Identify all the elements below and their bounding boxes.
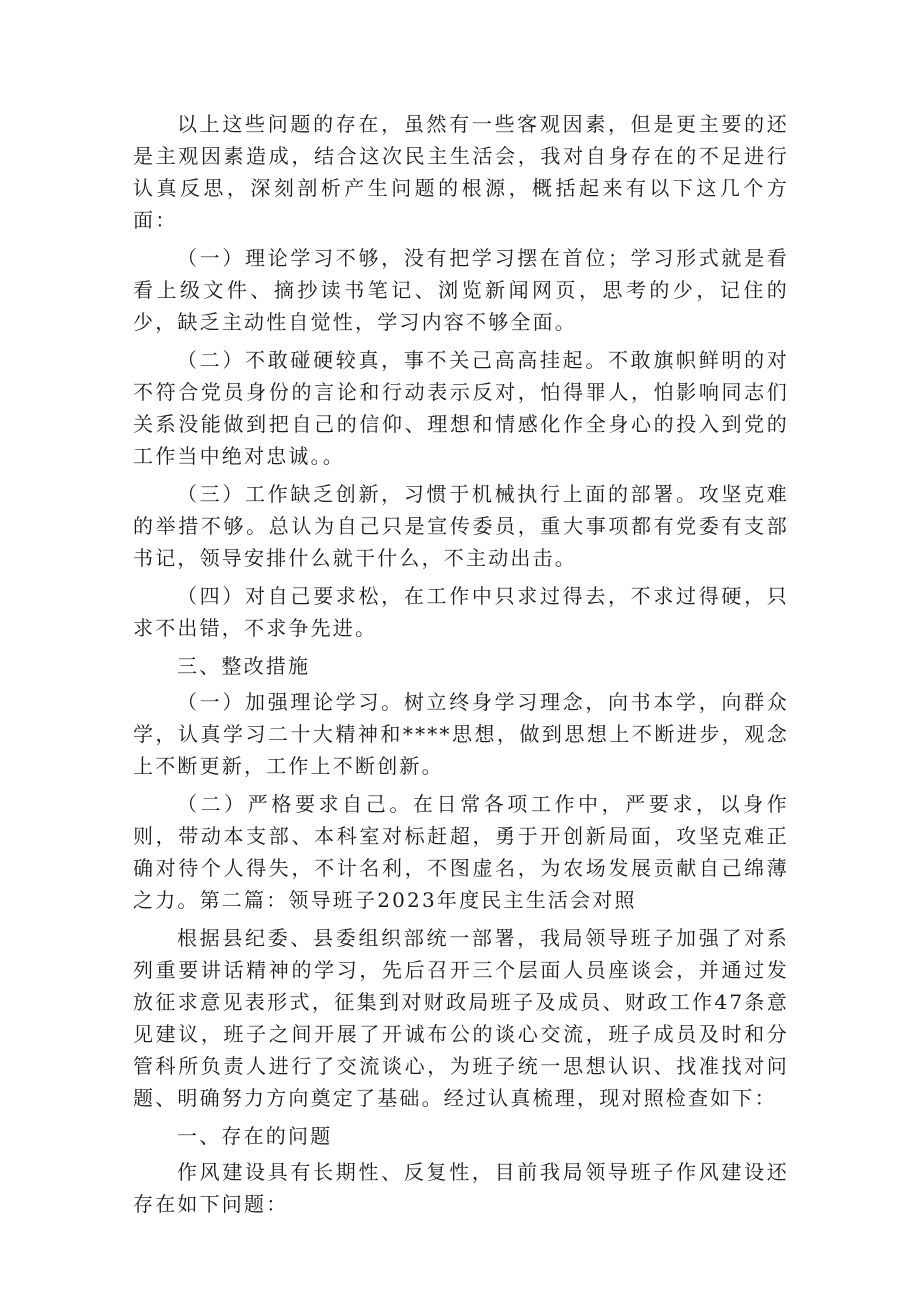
paragraph-issue-1: （一）理论学习不够，没有把学习摆在首位；学习形式就是看看上级文件、摘抄读书笔记、浏览新闻网页，思考的少，记住的少，缺乏主动性自觉性，学习内容不够全面。 bbox=[133, 246, 789, 334]
paragraph-intro: 以上这些问题的存在，虽然有一些客观因素，但是更主要的还是主观因素造成，结合这次民主生活会，我对自身存在的不足进行认真反思，深刻剖析产生问题的根源，概括起来有以下这几个方面： bbox=[133, 112, 789, 232]
paragraph-part-two-intro: 根据县纪委、县委组织部统一部署，我局领导班子加强了对系列重要讲话精神的学习，先后召开三个层面人员座谈会，并通过发放征求意见表形式，征集到对财政局班子及成员、财政工作47条意见建议，班子之间开展了开诚布公的谈心交流，班子成员及时和分管科所负责人进行了交流谈心，为班子统一思想认识、找准找对问题、明确努力方向奠定了基础。经过认真梳理，现对照检查如下： bbox=[133, 926, 789, 1110]
paragraph-issue-2: （二）不敢碰硬较真，事不关己高高挂起。不敢旗帜鲜明的对不符合党员身份的言论和行动表示反对，怕得罪人，怕影响同志们关系没能做到把自己的信仰、理想和情感化作全身心的投入到党的工作当中绝对忠诚。。 bbox=[133, 348, 789, 468]
paragraph-issue-3: （三）工作缺乏创新，习惯于机械执行上面的部署。攻坚克难的举措不够。总认为自己只是宣传委员，重大事项都有党委有支部书记，领导安排什么就干什么，不主动出击。 bbox=[133, 482, 789, 570]
paragraph-problems-intro: 作风建设具有长期性、反复性，目前我局领导班子作风建设还存在如下问题： bbox=[133, 1160, 789, 1216]
paragraph-measure-2: （二）严格要求自己。在日常各项工作中，严要求，以身作则，带动本支部、本科室对标赶超，勇于开创新局面，攻坚克难正确对待个人得失，不计名利，不图虚名，为农场发展贡献自己绵薄之力。第二篇：领导班子2023年度民主生活会对照 bbox=[133, 792, 789, 912]
document-body bbox=[133, 108, 789, 1226]
section-heading-rectification: 三、整改措施 bbox=[177, 654, 311, 678]
paragraph-measure-1: （一）加强理论学习。树立终身学习理念，向书本学，向群众学，认真学习二十大精神和****思想，做到思想上不断进步，观念上不断更新，工作上不断创新。 bbox=[133, 690, 789, 778]
section-heading-problems: 一、存在的问题 bbox=[177, 1124, 333, 1148]
paragraph-issue-4: （四）对自己要求松，在工作中只求过得去，不求过得硬，只求不出错，不求争先进。 bbox=[133, 584, 789, 640]
